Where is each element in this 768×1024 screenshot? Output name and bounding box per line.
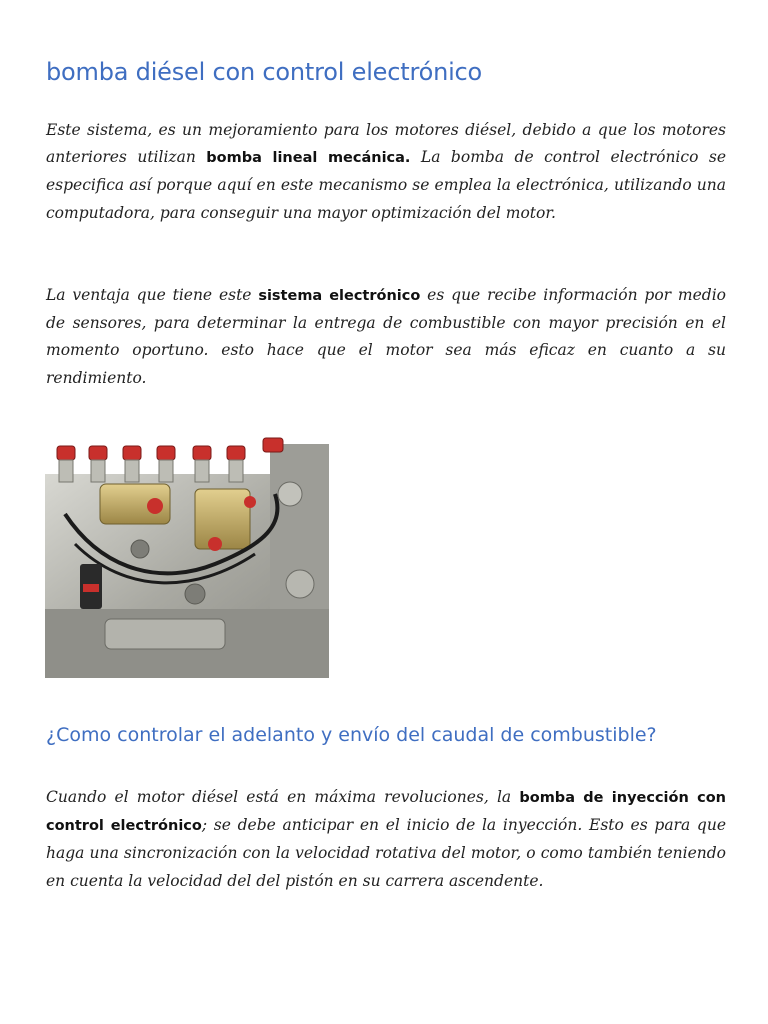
text-run: Cuando el motor diésel está en máxima revoluciones, la	[46, 788, 520, 806]
text-run: ; se debe anticipar en el inicio de la inyección. Esto es para que haga una sincronización con la velocidad rotativa del motor, o como también teniendo en cuenta la velocidad del del pistón en su carrera ascendente.	[46, 816, 726, 890]
bold-term: bomba lineal mecánica.	[206, 150, 411, 167]
page-title: bomba diésel con control electrónico	[46, 58, 483, 86]
text-run: La bomba de control electrónico se especifica así porque aquí en este mecanismo se emplea la electrónica, utilizando una computadora, para conseguir una mayor optimización del motor.	[46, 148, 726, 222]
text-run: es que recibe información por medio de sensores, para determinar la entrega de combustible con mayor precisión en el momento oportuno. esto hace que el motor sea más eficaz en cuanto a su rendimiento.	[46, 286, 726, 387]
section-heading: ¿Como controlar el adelanto y envío del caudal de combustible?	[46, 724, 657, 746]
bold-term: bomba de inyección con control electrónico	[46, 790, 726, 835]
text-run: La ventaja que tiene este	[46, 286, 259, 304]
advantage-paragraph	[46, 282, 726, 392]
diesel-pump-photo	[45, 434, 329, 678]
control-paragraph	[46, 784, 726, 895]
bold-term: sistema electrónico	[258, 288, 421, 304]
intro-paragraph	[46, 117, 726, 227]
text-run: Este sistema, es un mejoramiento para los motores diésel, debido a que los motores anteriores utilizan	[46, 121, 726, 167]
